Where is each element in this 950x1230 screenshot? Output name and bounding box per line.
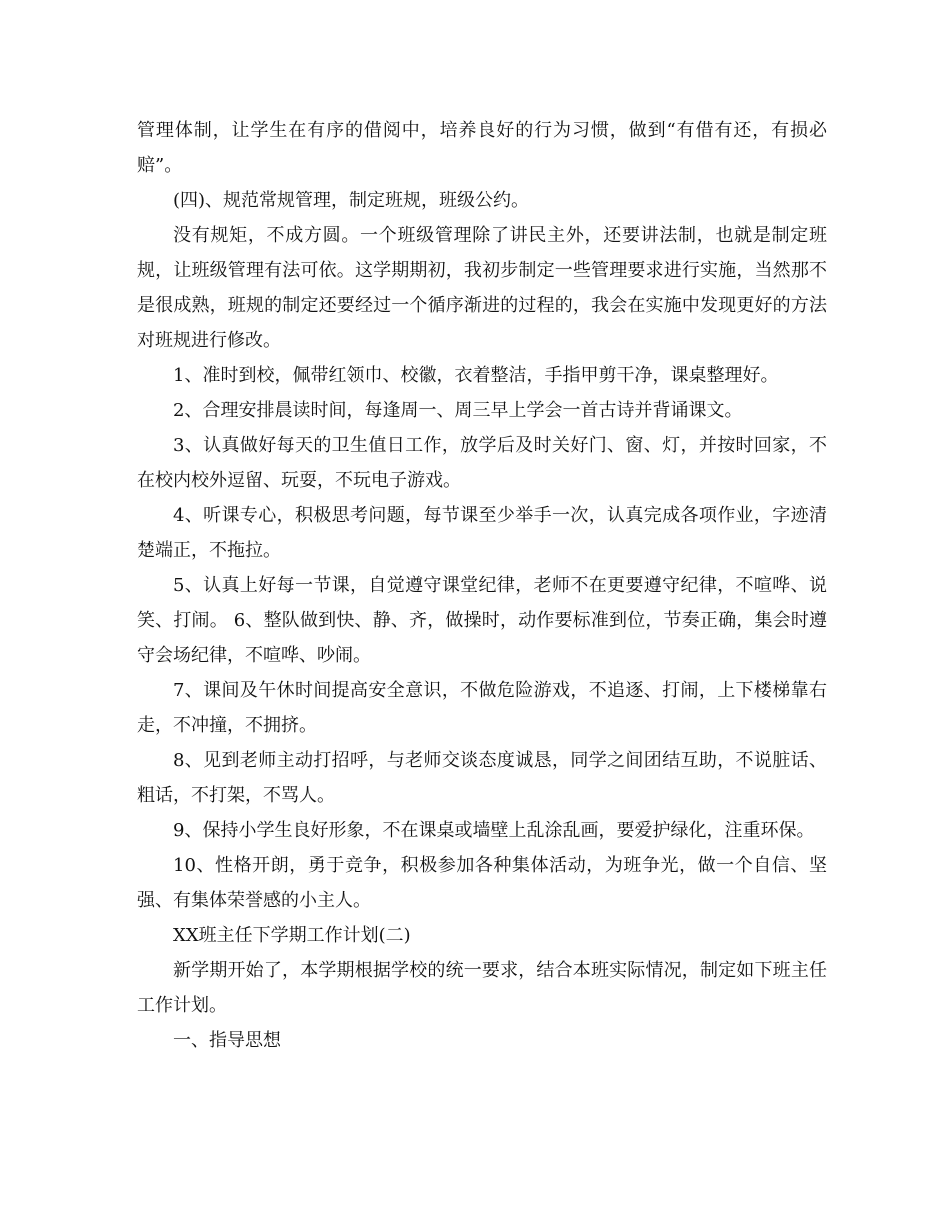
rule-item-10: 10、性格开朗，勇于竞争，积极参加各种集体活动，为班争光，做一个自信、坚强、有集体荣誉感的小主人。 — [137, 855, 827, 911]
paragraph-2: (四)、规范常规管理，制定班规，班级公约。 — [173, 190, 530, 211]
rule-item-4: 4、听课专心，积极思考问题，每节课至少举手一次，认真完成各项作业，字迹清楚端正，不拖拉。 — [137, 505, 827, 561]
document-body — [137, 113, 827, 1058]
paragraph-1: 管理体制，让学生在有序的借阅中，培养良好的行为习惯，做到“有借有还，有损必赔”。 — [137, 120, 827, 176]
section-title: XX班主任下学期工作计划(二) — [173, 925, 411, 946]
rule-item-5-6: 5、认真上好每一节课，自觉遵守课堂纪律，老师不在更要遵守纪律，不喧哗、说笑、打闹。 6、整队做到快、静、齐，做操时，动作要标准到位，节奏正确，集会时遵守会场纪律，不喧哗、吵闹。 — [137, 575, 827, 666]
intro-paragraph: 新学期开始了，本学期根据学校的统一要求，结合本班实际情况，制定如下班主任工作计划。 — [137, 960, 827, 1016]
paragraph-3: 没有规矩，不成方圆。一个班级管理除了讲民主外，还要讲法制，也就是制定班规，让班级管理有法可依。这学期期初，我初步制定一些管理要求进行实施，当然那不是很成熟，班规的制定还要经过一个循序渐进的过程的，我会在实施中发现更好的方法对班规进行修改。 — [137, 225, 827, 351]
rule-item-3: 3、认真做好每天的卫生值日工作，放学后及时关好门、窗、灯，并按时回家，不在校内校外逗留、玩耍，不玩电子游戏。 — [137, 435, 827, 491]
rule-item-2: 2、合理安排晨读时间，每逢周一、周三早上学会一首古诗并背诵课文。 — [173, 400, 743, 421]
rule-item-7: 7、课间及午休时间提高安全意识，不做危险游戏，不追逐、打闹，上下楼梯靠右走，不冲撞，不拥挤。 — [137, 680, 827, 736]
rule-item-1: 1、准时到校，佩带红领巾、校徽，衣着整洁，手指甲剪干净，课桌整理好。 — [173, 365, 779, 386]
rule-item-8: 8、见到老师主动打招呼，与老师交谈态度诚恳，同学之间团结互助，不说脏话、粗话，不打架，不骂人。 — [137, 750, 827, 806]
rule-item-9: 9、保持小学生良好形象，不在课桌或墙壁上乱涂乱画，要爱护绿化，注重环保。 — [173, 820, 815, 841]
heading-guiding-thought: 一、指导思想 — [173, 1030, 281, 1051]
